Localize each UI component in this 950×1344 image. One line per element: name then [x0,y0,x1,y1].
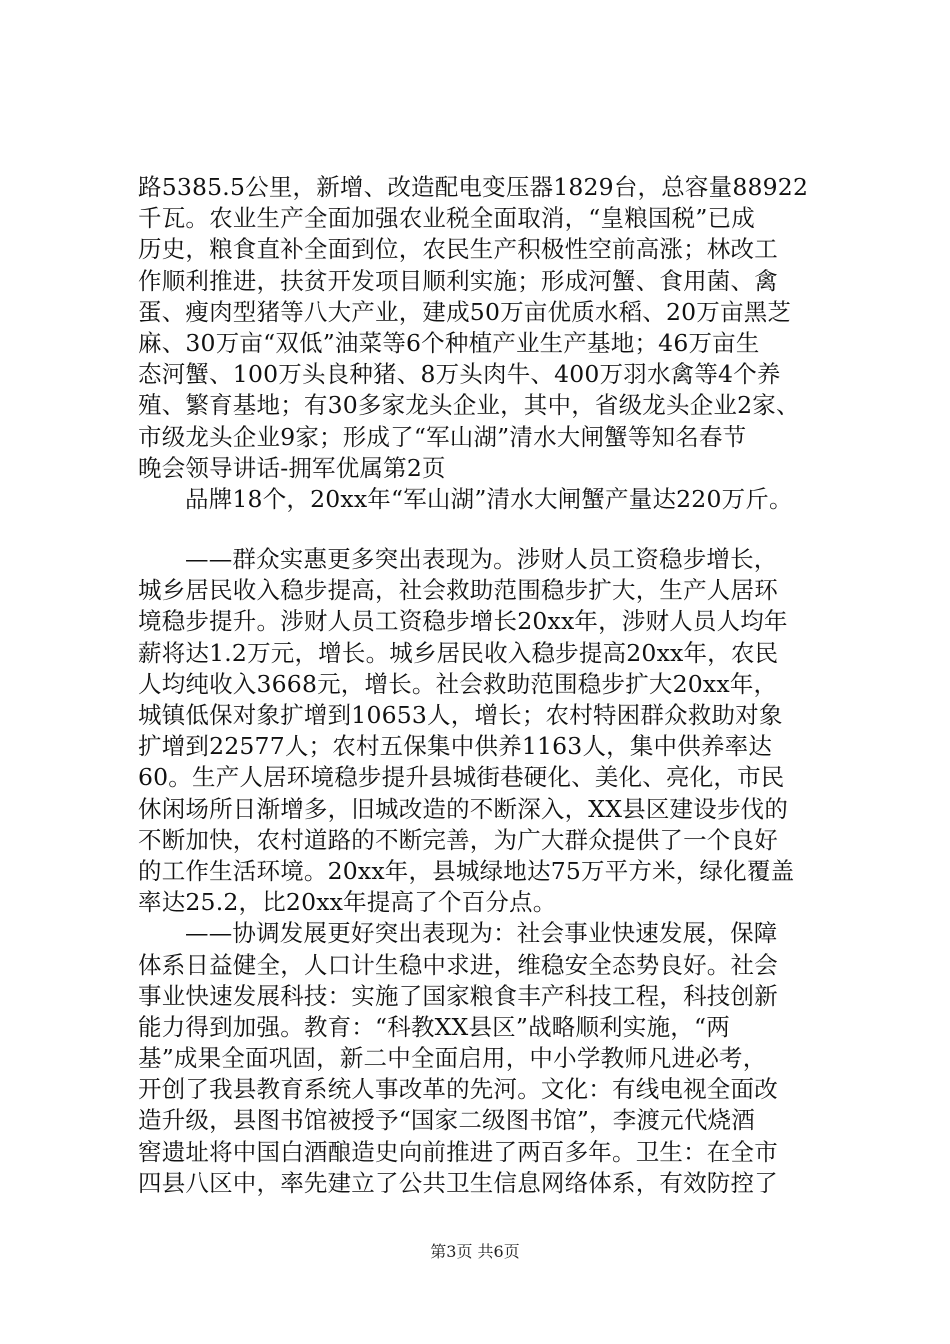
text-line: 作顺利推进，扶贫开发项目顺利实施；形成河蟹、食用菌、禽 [138,266,778,295]
text-line: 体系日益健全，人口计生稳中求进，维稳安全态势良好。社会 [138,950,778,979]
text-line: 殖、繁育基地；有30多家龙头企业，其中，省级龙头企业2家、 [138,391,800,420]
text-line: 造升级，县图书馆被授予“国家二级图书馆”，李渡元代烧酒 [138,1106,755,1135]
text-line: 城乡居民收入稳步提高，社会救助范围稳步扩大，生产人居环 [138,576,778,605]
document-body [138,172,838,1199]
paragraph-benefits [138,544,838,918]
page-number: 第3页 共6页 [430,1242,520,1261]
text-line: 事业快速发展科技：实施了国家粮食丰产科技工程，科技创新 [138,981,778,1010]
text-line: 不断加快，农村道路的不断完善，为广大群众提供了一个良好 [138,825,778,854]
text-line: 能力得到加强。教育：“科教XX县区”战略顺利实施，“两 [138,1012,730,1041]
text-line: 蛋、瘦肉型猪等八大产业，建成50万亩优质水稻、20万亩黑芝 [138,297,792,326]
text-line: 休闲场所日渐增多，旧城改造的不断深入，XX县区建设步伐的 [138,794,789,823]
text-line: 城镇低保对象扩增到10653人，增长；农村特困群众救助对象 [138,701,783,729]
text-line: 四县八区中，率先建立了公共卫生信息网络体系，有效防控了 [138,1168,778,1197]
text-line: 麻、30万亩“双低”油菜等6个种植产业生产基地；46万亩生 [138,328,760,357]
text-line: 人均纯收入3668元，增长。社会救助范围稳步扩大20xx年， [138,669,778,698]
text-line: 历史，粮食直补全面到位，农民生产积极性空前高涨；林改工 [138,235,778,264]
text-line: 品牌18个，20xx年“军山湖”清水大闸蟹产量达220万斤。 [185,484,793,513]
text-line: 的工作生活环境。20xx年，县城绿地达75万平方米，绿化覆盖 [138,856,795,885]
paragraph-gap [138,515,838,544]
paragraph-coordination [138,918,838,1199]
paragraph-brand [138,484,838,515]
text-line: 态河蟹、100万头良种猪、8万头肉牛、400万羽水禽等4个养 [138,360,781,389]
text-line: 市级龙头企业9家；形成了“军山湖”清水大闸蟹等知名春节 [138,422,747,451]
paragraph-agriculture [138,172,838,484]
text-line: 千瓦。农业生产全面加强农业税全面取消，“皇粮国税”已成 [138,204,755,233]
text-line: 路5385.5公里，新增、改造配电变压器1829台，总容量88922 [138,173,809,201]
text-line: 薪将达1.2万元，增长。城乡居民收入稳步提高20xx年，农民 [138,638,779,667]
text-line: 晚会领导讲话-拥军优属第2页 [138,453,446,482]
text-line: 率达25.2，比20xx年提高了个百分点。 [138,888,557,917]
text-line: 窖遗址将中国白酒酿造史向前推进了两百多年。卫生：在全市 [138,1137,778,1166]
text-line: ——群众实惠更多突出表现为。涉财人员工资稳步增长， [185,545,778,574]
text-line: 扩增到22577人；农村五保集中供养1163人，集中供养率达 [138,732,773,761]
text-line: 境稳步提升。涉财人员工资稳步增长20xx年，涉财人员人均年 [138,607,788,636]
text-line: ——协调发展更好突出表现为：社会事业快速发展，保障 [185,919,778,948]
text-line: 60。生产人居环境稳步提升县城街巷硬化、美化、亮化，市民 [138,763,785,792]
text-line: 开创了我县教育系统人事改革的先河。文化：有线电视全面改 [138,1075,778,1104]
text-line: 基”成果全面巩固，新二中全面启用，中小学教师凡进必考， [138,1044,767,1073]
